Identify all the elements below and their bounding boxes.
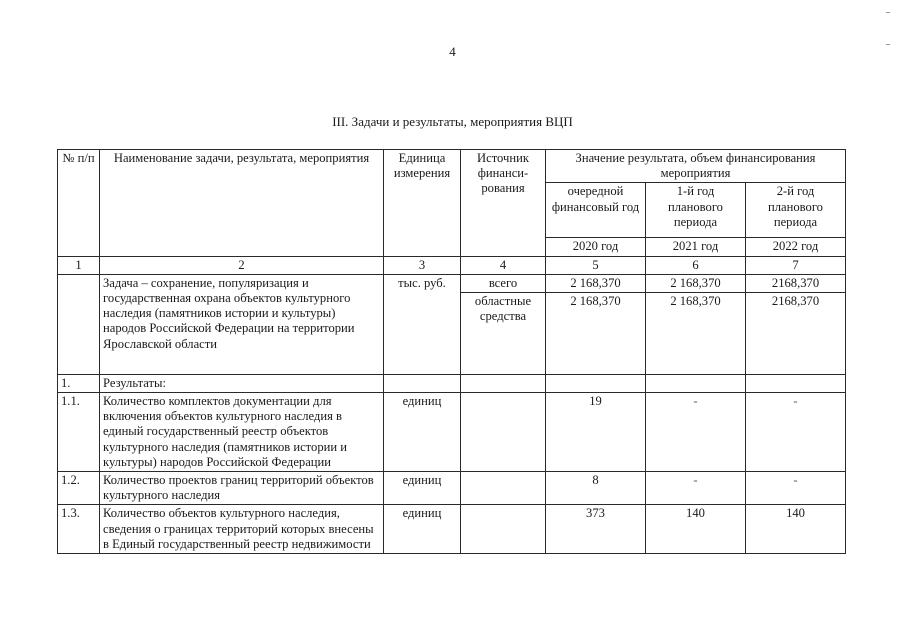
result-name: Количество проектов границ территорий объектов культурного наследия: [100, 472, 384, 505]
result-2021: -: [646, 393, 746, 472]
result-row: [58, 472, 846, 505]
result-row: [58, 505, 846, 554]
col-number: 1: [58, 256, 100, 274]
result-num: 1.3.: [58, 505, 100, 554]
results-table: [57, 149, 846, 554]
header-year-label-3: 2-й год планового периода: [746, 183, 846, 238]
task-total-2022: 2168,370: [746, 274, 846, 292]
result-2020: 373: [546, 505, 646, 554]
result-row: [58, 393, 846, 472]
result-unit: единиц: [384, 505, 461, 554]
task-source-regional: областные средства: [461, 293, 546, 375]
empty-cell: [384, 374, 461, 392]
result-2020: 19: [546, 393, 646, 472]
empty-cell: [646, 374, 746, 392]
result-2020: 8: [546, 472, 646, 505]
result-2022: 140: [746, 505, 846, 554]
results-header-num: 1.: [58, 374, 100, 392]
task-total-2021: 2 168,370: [646, 274, 746, 292]
col-number: 4: [461, 256, 546, 274]
col-number: 3: [384, 256, 461, 274]
result-num: 1.1.: [58, 393, 100, 472]
section-title: III. Задачи и результаты, мероприятия ВЦП: [332, 114, 573, 129]
empty-cell: [746, 374, 846, 392]
result-source: [461, 472, 546, 505]
header-year-2: 2021 год: [646, 238, 746, 256]
header-year-label-2: 1-й год планового периода: [646, 183, 746, 238]
header-year-label-1: очередной финансовый год: [546, 183, 646, 238]
header-year-3: 2022 год: [746, 238, 846, 256]
scan-mark: [886, 44, 890, 45]
header-source: Источник финанси-рования: [461, 150, 546, 257]
task-total-2020: 2 168,370: [546, 274, 646, 292]
empty-cell: [546, 374, 646, 392]
header-name: Наименование задачи, результата, мероприятия: [100, 150, 384, 257]
results-header-row: [58, 374, 846, 392]
column-number-row: [58, 256, 846, 274]
task-regional-2022: 2168,370: [746, 293, 846, 375]
results-header-name: Результаты:: [100, 374, 384, 392]
result-name: Количество объектов культурного наследия, сведения о границах территорий которых внесены в Единый государственный реестр недвижимости: [100, 505, 384, 554]
result-num: 1.2.: [58, 472, 100, 505]
scan-mark: [886, 12, 890, 13]
header-num: № п/п: [58, 150, 100, 257]
header-row-1: [58, 150, 846, 183]
col-number: 2: [100, 256, 384, 274]
task-source-total: всего: [461, 274, 546, 292]
task-num: [58, 274, 100, 374]
task-regional-2021: 2 168,370: [646, 293, 746, 375]
result-2022: -: [746, 472, 846, 505]
header-unit: Единица измерения: [384, 150, 461, 257]
result-2022: -: [746, 393, 846, 472]
result-name: Количество комплектов документации для включения объектов культурного наследия в единый государственный реестр объектов культурного наследия (памятников истории и культуры) народов Российской Федерации: [100, 393, 384, 472]
result-unit: единиц: [384, 393, 461, 472]
task-name: Задача – сохранение, популяризация и государственная охрана объектов культурного наследия (памятников истории и культуры) народов Российской Федерации на территории Ярославской области: [100, 274, 384, 374]
result-unit: единиц: [384, 472, 461, 505]
task-unit: тыс. руб.: [384, 274, 461, 374]
task-row: [58, 274, 846, 292]
result-2021: -: [646, 472, 746, 505]
col-number: 7: [746, 256, 846, 274]
page-number: 4: [449, 44, 456, 59]
col-number: 5: [546, 256, 646, 274]
result-source: [461, 393, 546, 472]
result-source: [461, 505, 546, 554]
header-value-group: Значение результата, объем финансирования мероприятия: [546, 150, 846, 183]
result-2021: 140: [646, 505, 746, 554]
col-number: 6: [646, 256, 746, 274]
empty-cell: [461, 374, 546, 392]
header-year-1: 2020 год: [546, 238, 646, 256]
task-regional-2020: 2 168,370: [546, 293, 646, 375]
